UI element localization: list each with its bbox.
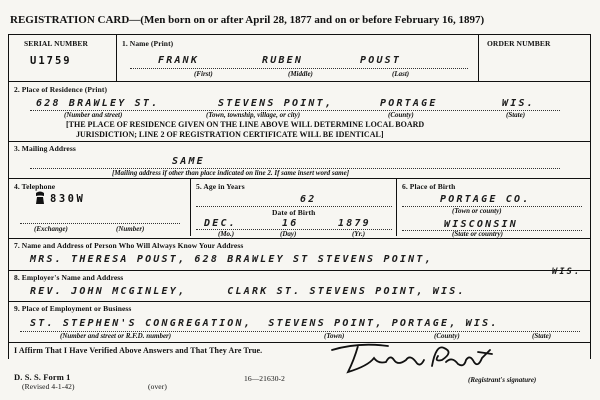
telephone-label: 4. Telephone — [14, 182, 56, 191]
residence-county-value: PORTAGE — [380, 98, 438, 109]
form-revised: (Revised 4-1-42) — [22, 382, 75, 391]
affirmation-text: I Affirm That I Have Verified Above Answers and That They Are True. — [14, 346, 263, 355]
telephone-exchange-caption: (Exchange) — [34, 225, 68, 233]
residence-state-caption: (State) — [506, 111, 526, 119]
birthplace-town-value: PORTAGE CO. — [440, 194, 531, 205]
contact-person-label: 7. Name and Address of Person Who Will Always Know Your Address — [14, 241, 244, 250]
birth-year-value: 1879 — [338, 218, 371, 229]
form-name: D. S. S. Form 1 — [14, 372, 71, 382]
phone-icon — [34, 191, 46, 205]
telephone-number-caption: (Number) — [116, 225, 145, 233]
birthplace-state-caption: (State or country) — [452, 230, 503, 238]
first-name-value: FRANK — [158, 55, 200, 66]
serial-number-value: U1759 — [30, 55, 72, 67]
residence-town-value: STEVENS POINT, — [218, 98, 334, 109]
employer-label: 8. Employer's Name and Address — [14, 273, 124, 282]
registrant-signature — [328, 340, 498, 378]
over-note: (over) — [148, 382, 167, 391]
birthplace-state-value: WISCONSIN — [444, 219, 518, 230]
employment-state-caption: (State) — [532, 332, 552, 340]
residence-town-caption: (Town, township, village, or city) — [206, 111, 301, 119]
last-name-value: POUST — [360, 55, 402, 66]
print-code: 16—21630-2 — [244, 374, 285, 383]
mailing-address-label: 3. Mailing Address — [14, 144, 76, 153]
telephone-value: 830W — [50, 193, 86, 205]
birth-month-value: DEC. — [204, 218, 237, 229]
contact-person-value-cont: WIS. — [552, 267, 582, 277]
mailing-address-value: SAME — [172, 156, 205, 167]
date-of-birth-label: Date of Birth — [272, 208, 316, 217]
birth-day-value: 16 — [282, 218, 299, 229]
age-label: 5. Age in Years — [196, 182, 245, 191]
first-name-caption: (First) — [194, 70, 213, 78]
residence-state-value: WIS. — [502, 98, 535, 109]
residence-county-caption: (County) — [388, 111, 414, 119]
residence-street-value: 628 BRAWLEY ST. — [36, 98, 160, 109]
contact-person-value: MRS. THERESA POUST, 628 BRAWLEY ST STEVENS POINT, — [30, 254, 433, 265]
employer-value: REV. JOHN MCGINLEY, CLARK ST. STEVENS POINT, WIS. — [30, 286, 466, 297]
order-number-label: ORDER NUMBER — [487, 39, 551, 48]
jurisdiction-notice-line2: JURISDICTION; LINE 2 OF REGISTRATION CERTIFICATE WILL BE IDENTICAL] — [76, 130, 384, 139]
birth-month-caption: (Mo.) — [218, 230, 235, 238]
residence-street-caption: (Number and street) — [64, 111, 123, 119]
jurisdiction-notice-line1: [THE PLACE OF RESIDENCE GIVEN ON THE LINE ABOVE WILL DETERMINE LOCAL BOARD — [66, 120, 425, 129]
birth-year-caption: (Yr.) — [352, 230, 366, 238]
employment-street-caption: (Number and street or R.F.D. number) — [60, 332, 172, 340]
name-label: 1. Name (Print) — [122, 39, 174, 48]
mailing-address-caption: [Mailing address if other than place indicated on line 2. If same insert word same] — [112, 169, 350, 177]
signature-caption: (Registrant's signature) — [468, 376, 537, 384]
employment-town-caption: (Town) — [324, 332, 345, 340]
place-of-employment-value: ST. STEPHEN'S CONGREGATION, STEVENS POINT, PORTAGE, WIS. — [30, 318, 499, 329]
employment-county-caption: (County) — [434, 332, 460, 340]
place-of-employment-label: 9. Place of Employment or Business — [14, 304, 132, 313]
middle-name-value: RUBEN — [262, 55, 304, 66]
age-value: 62 — [300, 194, 317, 205]
serial-number-label: SERIAL NUMBER — [24, 39, 89, 48]
birthplace-town-caption: (Town or county) — [452, 207, 502, 215]
birthplace-label: 6. Place of Birth — [402, 182, 456, 191]
residence-label: 2. Place of Residence (Print) — [14, 85, 108, 94]
middle-name-caption: (Middle) — [288, 70, 313, 78]
last-name-caption: (Last) — [392, 70, 410, 78]
card-title: REGISTRATION CARD—(Men born on or after April 28, 1877 and on or before February 16, 1897) — [10, 14, 485, 26]
birth-day-caption: (Day) — [280, 230, 297, 238]
